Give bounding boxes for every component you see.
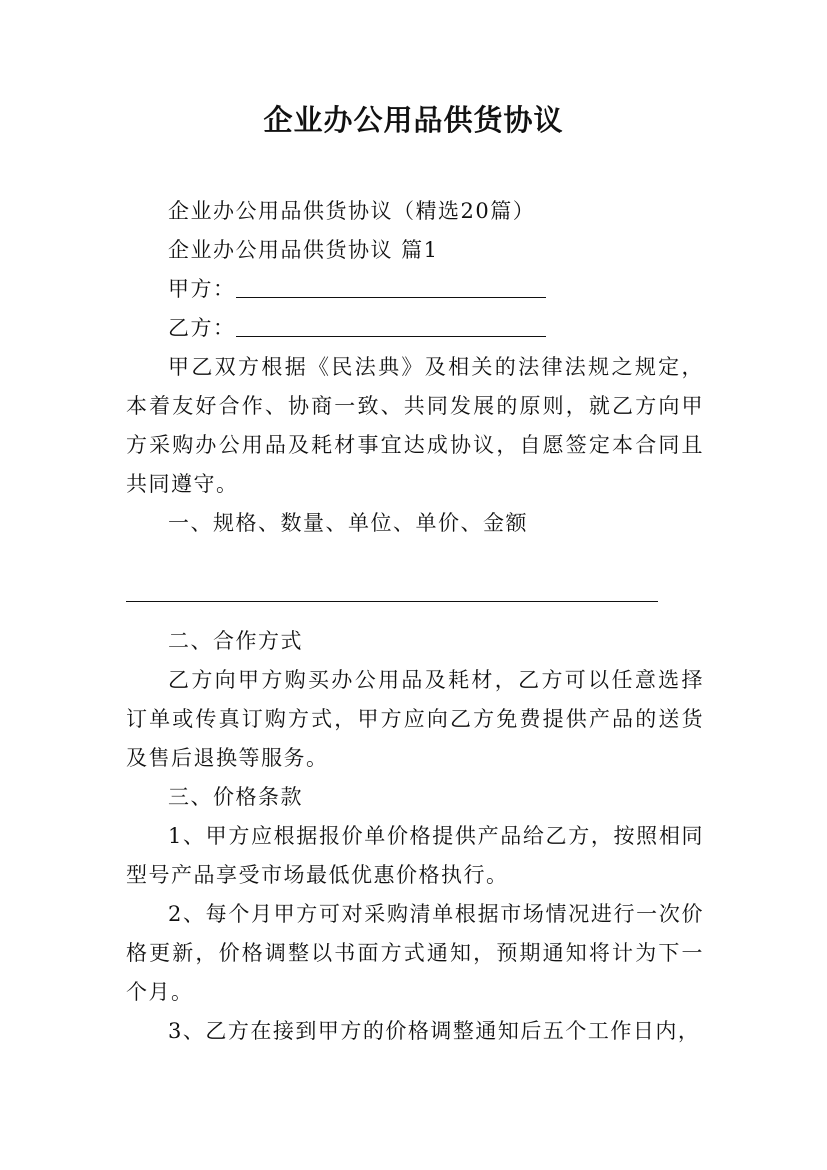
document-subtitle: 企业办公用品供货协议（精选20篇） [168,199,536,223]
clause2-heading: 二、合作方式 [168,629,303,653]
intro-paragraph: 甲乙双方根据《民法典》及相关的法律法规之规定，本着友好合作、协商一致、共同发展的原则，就乙方向甲方采购办公用品及耗材事宜达成协议，自愿签定本合同且共同遵守。 [126,355,704,496]
clause3-item1: 1、甲方应根据报价单价格提供产品给乙方，按照相同型号产品享受市场最低优惠价格执行。 [126,824,704,887]
party-a-line [126,270,704,309]
party-b-label: 乙方： [168,316,236,340]
party-b-line [126,309,704,348]
party-a-blank [236,277,546,298]
blank-space [126,543,704,582]
party-b-blank [236,316,546,337]
clause3-heading: 三、价格条款 [168,785,303,809]
table-rule-line [126,582,658,602]
clause1-heading: 一、规格、数量、单位、单价、金额 [168,511,528,535]
clause3-item2: 2、每个月甲方可对采购清单根据市场情况进行一次价格更新，价格调整以书面方式通知，预期通知将计为下一个月。 [126,902,704,1004]
document-title: 企业办公用品供货协议 [263,103,564,137]
clause2-paragraph: 乙方向甲方购买办公用品及耗材，乙方可以任意选择订单或传真订购方式，甲方应向乙方免费提供产品的送货及售后退换等服务。 [126,668,704,770]
document-body [126,192,704,1051]
section-heading: 企业办公用品供货协议 篇1 [168,238,439,262]
clause3-item3: 3、乙方在接到甲方的价格调整通知后五个工作日内， [168,1019,701,1043]
party-a-label: 甲方： [168,277,236,301]
